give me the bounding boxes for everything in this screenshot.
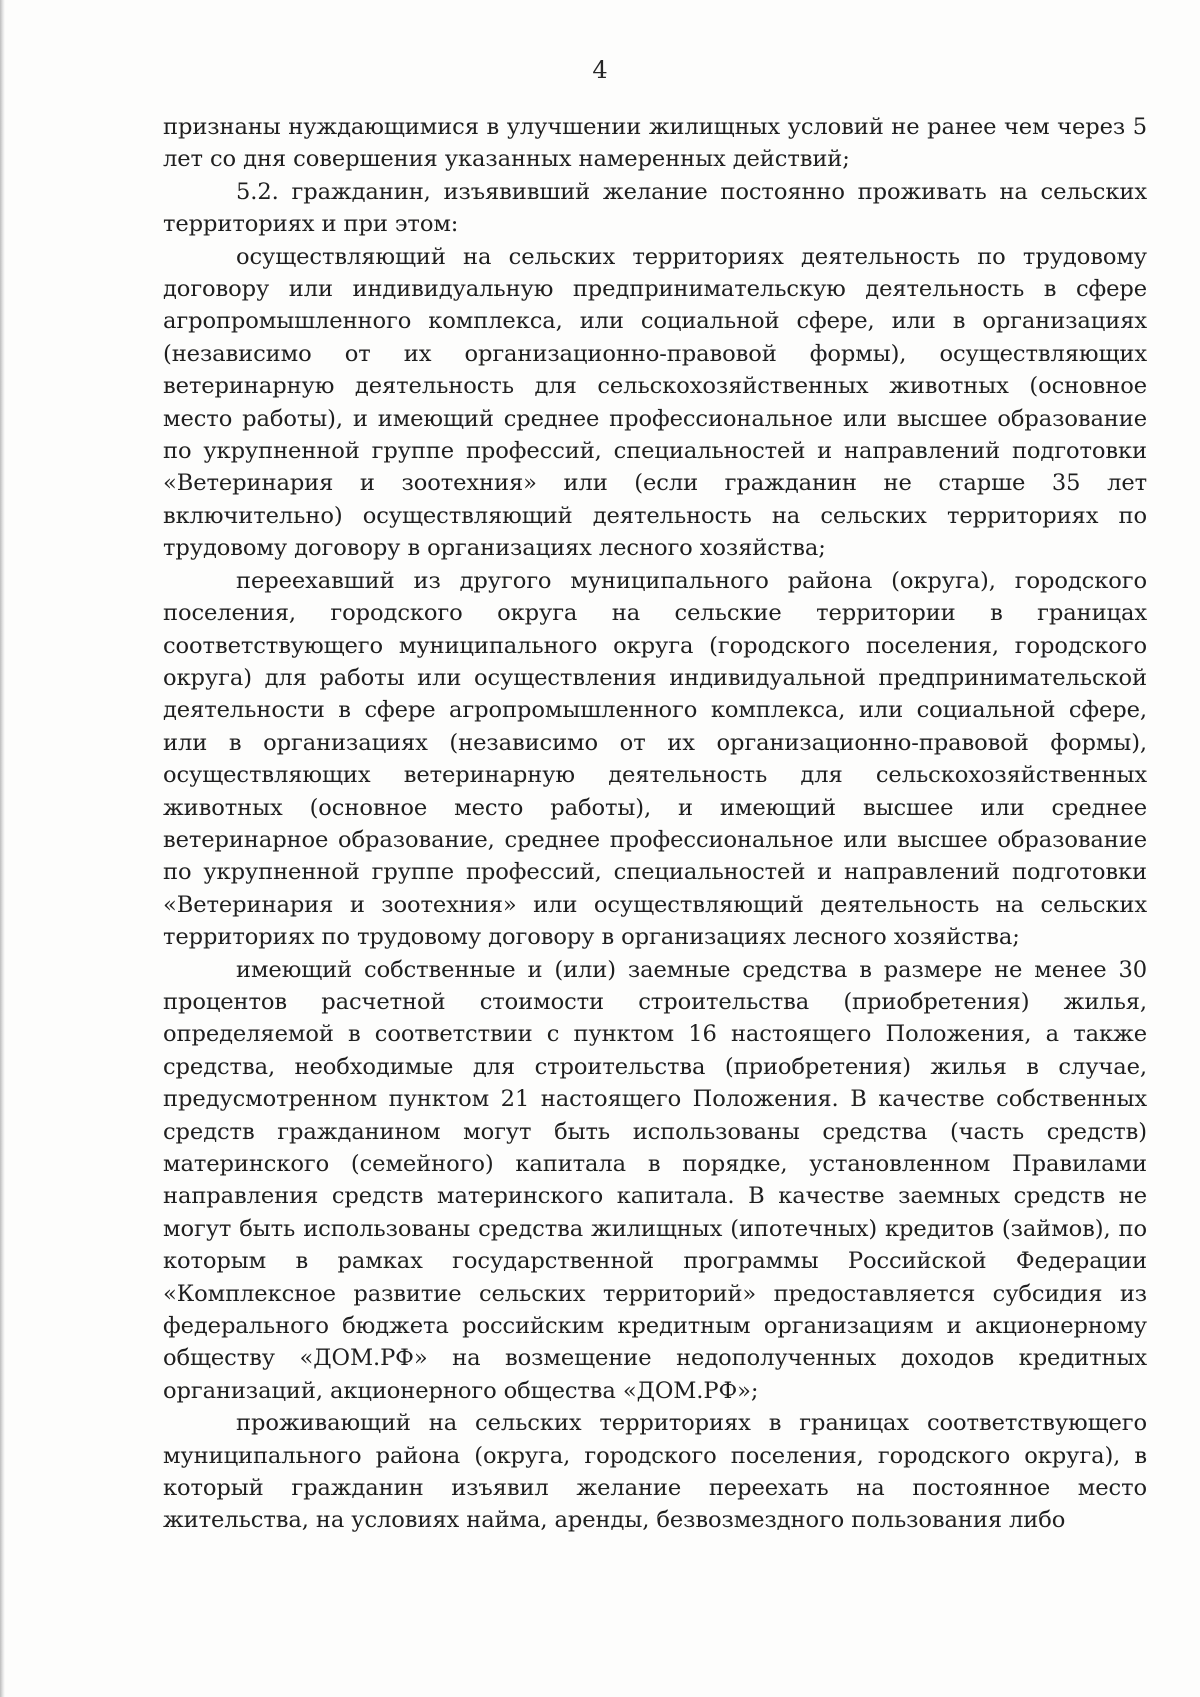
page-number: 4 bbox=[592, 56, 608, 84]
scan-edge-shadow bbox=[0, 0, 5, 1697]
paragraph-continuation: признаны нуждающимися в улучшении жилищных условий не ранее чем через 5 лет со дня совершения указанных намеренных действий; bbox=[163, 114, 1147, 173]
document-body bbox=[163, 111, 1147, 1537]
paragraph-condition-employment: осуществляющий на сельских территориях деятельность по трудовому договору или индивидуальную предпринимательскую деятельность в сфере агропромышленного комплекса, или социальной сфере, или в организациях (независимо от их организационно-правовой формы), осуществляющих ветеринарную деятельность для сельскохозяйственных животных (основное место работы), и имеющий среднее профессиональное или высшее образование по укрупненной группе профессий, специальностей и направлений подготовки «Ветеринария и зоотехния» или (если гражданин не старше 35 лет включительно) осуществляющий деятельность на сельских территориях по трудовому договору в организациях лесного хозяйства; bbox=[163, 243, 1147, 562]
paragraph-clause-5-2: 5.2. гражданин, изъявивший желание постоянно проживать на сельских территориях и при этом: bbox=[163, 178, 1147, 238]
paragraph-condition-residence: проживающий на сельских территориях в границах соответствующего муниципального района (округа, городского поселения, городского округа), в который гражданин изъявил желание переехать на постоянное место жительства, на условиях найма, аренды, безвозмездного пользования либо bbox=[163, 1410, 1147, 1534]
paragraph-condition-relocated: переехавший из другого муниципального района (округа), городского поселения, городского округа на сельские территории в границах соответствующего муниципального округа (городского поселения, городского округа) для работы или осуществления индивидуальной предпринимательской деятельности в сфере агропромышленного комплекса, или социальной сфере, или в организациях (независимо от их организационно-правовой формы), осуществляющих ветеринарную деятельность для сельскохозяйственных животных (основное место работы), и имеющий высшее или среднее ветеринарное образование, среднее профессиональное или высшее образование по укрупненной группе профессий, специальностей и направлений подготовки «Ветеринария и зоотехния» или осуществляющий деятельность на сельских территориях по трудовому договору в организациях лесного хозяйства; bbox=[163, 567, 1147, 951]
paragraph-condition-funds: имеющий собственные и (или) заемные средства в размере не менее 30 процентов расчетной стоимости строительства (приобретения) жилья, определяемой в соответствии с пунктом 16 настоящего Положения, а также средства, необходимые для строительства (приобретения) жилья в случае, предусмотренном пунктом 21 настоящего Положения. В качестве собственных средств гражданином могут быть использованы средства (часть средств) материнского (семейного) капитала в порядке, установленном Правилами направления средств материнского капитала. В качестве заемных средств не могут быть использованы средства жилищных (ипотечных) кредитов (займов), по которым в рамках государственной программы Российской Федерации «Комплексное развитие сельских территорий» предоставляется субсидия из федерального бюджета российским кредитным организациям и акционерному обществу «ДОМ.РФ» на возмещение недополученных доходов кредитных организаций, акционерного общества «ДОМ.РФ»; bbox=[163, 956, 1147, 1404]
